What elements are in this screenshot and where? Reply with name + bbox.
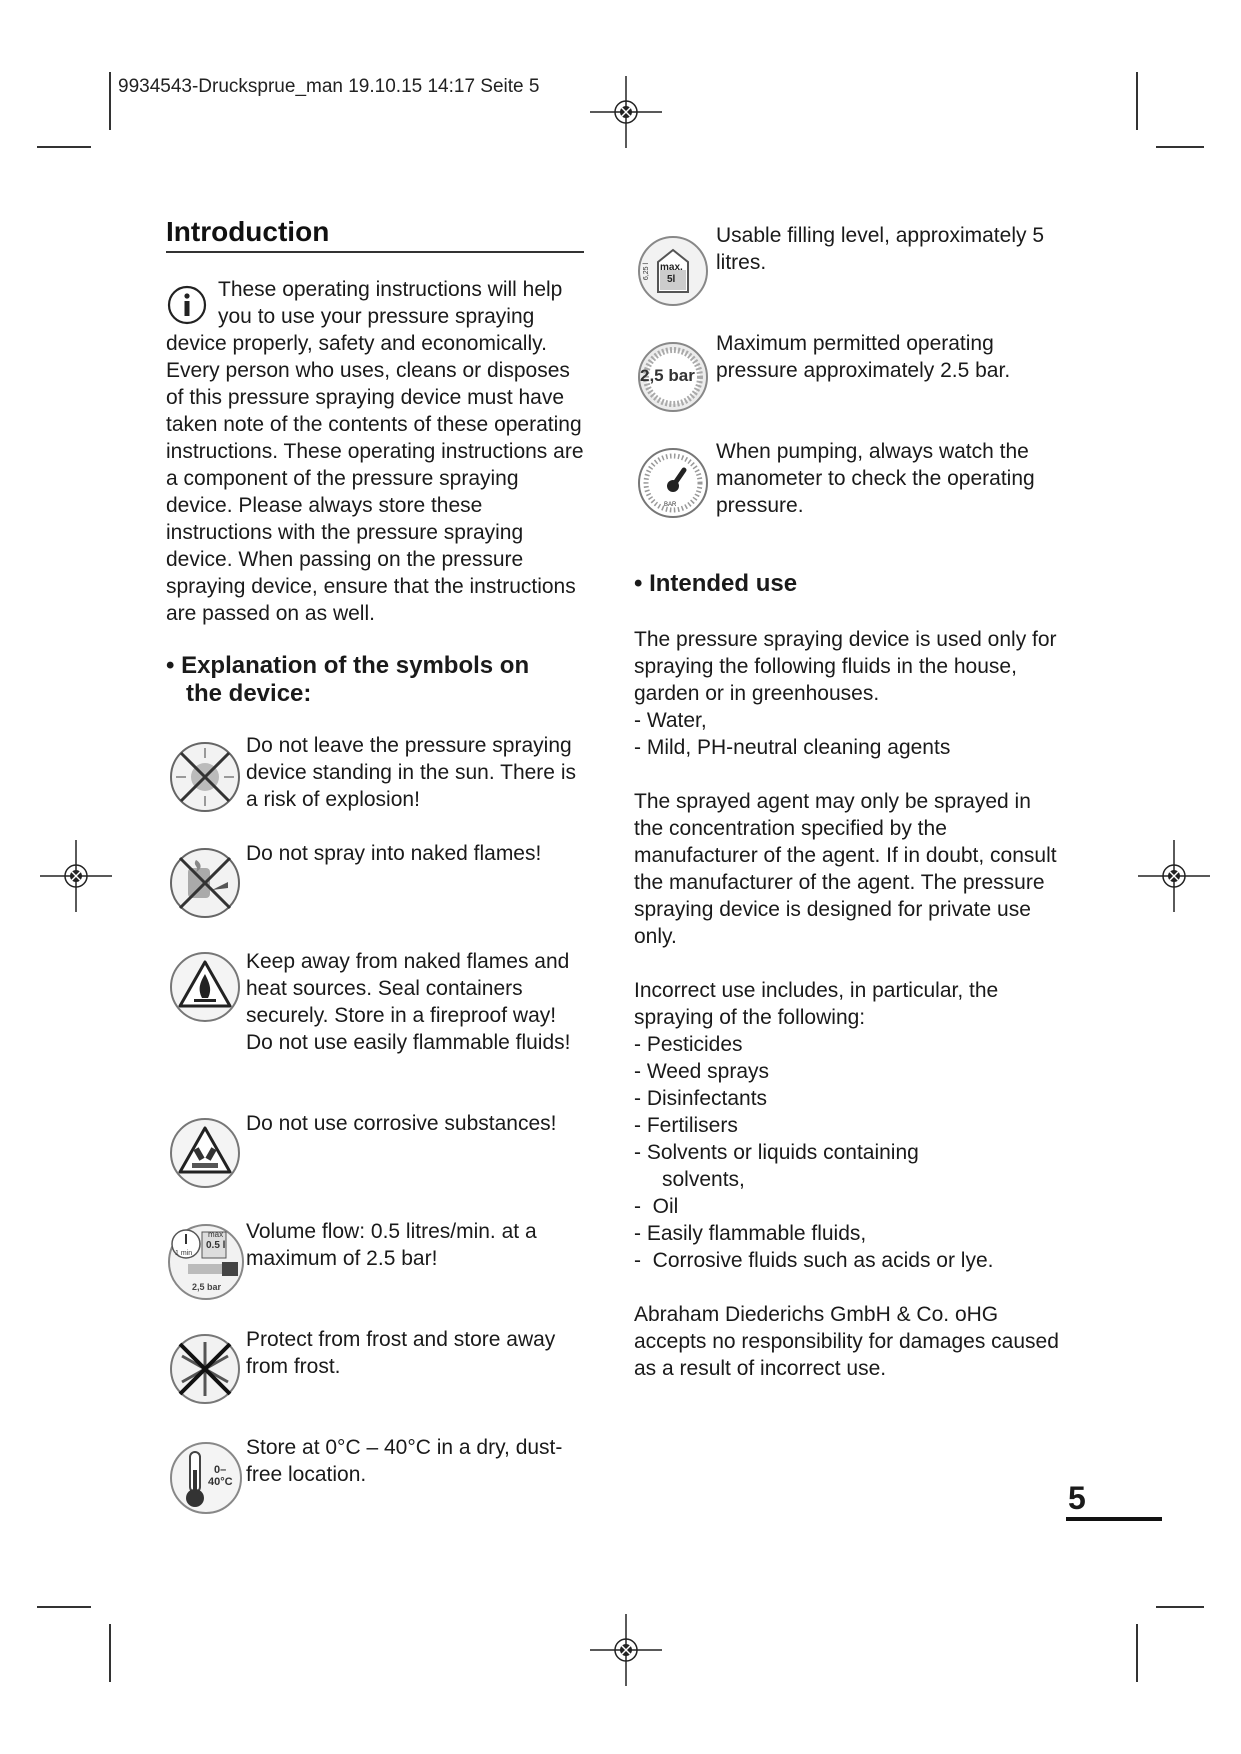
flammable-warning-icon <box>168 950 242 1024</box>
page-title: Introduction <box>166 216 330 247</box>
no-frost-icon <box>168 1332 242 1406</box>
symbol-text-temperature: Store at 0°C – 40°C in a dry, dust-free location. <box>246 1436 563 1486</box>
crop-mark-bl-v <box>109 1624 111 1682</box>
list-item: - Fertilisers <box>634 1114 738 1137</box>
registration-mark-left-icon <box>40 840 112 912</box>
symbol-text-flammable: Keep away from naked flames and heat sources. Seal containers securely. Store in a fireproof way! Do not use easily flammable fluids! <box>246 950 571 1054</box>
pressure-badge-icon <box>636 340 710 414</box>
thermometer-icon <box>168 1440 244 1516</box>
crop-mark-br-h <box>1156 1606 1204 1608</box>
list-item: - Pesticides <box>634 1033 743 1056</box>
flow-max-label: max <box>208 1230 224 1239</box>
crop-mark-tl-h <box>37 146 91 148</box>
intended-use-section <box>634 626 1064 1382</box>
manometer-bar-label: BAR <box>664 502 677 508</box>
symbol-text-no-flames: Do not spray into naked flames! <box>246 842 542 865</box>
title-rule <box>166 251 584 253</box>
symbol-text-fill-level: Usable filling level, approximately 5 litres. <box>716 224 1044 274</box>
symbol-text-sun: Do not leave the pressure spraying device standing in the sun. There is a risk of explosion! <box>246 734 576 811</box>
list-item: solvents, <box>662 1168 745 1191</box>
symbol-text-corrosive: Do not use corrosive substances! <box>246 1112 557 1135</box>
crop-mark-br-v <box>1136 1624 1138 1682</box>
flow-value-label: 0.5 l <box>206 1240 226 1251</box>
intro-paragraph: These operating instructions will help you to use your pressure spraying device properly, safety and economically. Every person who uses, cleans or disposes of this pressure spraying device must have taken note of the contents of these operating instructions. These operating instructions are a component of the pressure spraying device. Please always store these instructions with the pressure spraying device. When passing on the pressure spraying device, ensure that the instructions are passed on as well. <box>166 278 584 625</box>
flow-bar-label: 2,5 bar <box>192 1282 222 1292</box>
page-number: 5 <box>1068 1480 1086 1516</box>
list-item: - Easily flammable fluids, <box>634 1222 867 1245</box>
flow-time-label: 1 min <box>175 1250 193 1257</box>
registration-mark-right-icon <box>1138 840 1210 912</box>
list-item: - Solvents or liquids containing <box>634 1141 919 1164</box>
intended-use-paragraph: The pressure spraying device is used only for spraying the following fluids in the house, garden or in greenhouses. <box>634 628 1057 705</box>
symbol-text-manometer: When pumping, always watch the manometer to check the operating pressure. <box>716 440 1035 517</box>
thermo-label-1: 0– <box>214 1464 227 1476</box>
fill-side-label: 6,25 l <box>643 262 651 281</box>
crop-mark-tr-v <box>1136 72 1138 130</box>
pressure-badge-label: 2,5 bar <box>640 366 695 385</box>
list-item: - Corrosive fluids such as acids or lye. <box>634 1249 994 1272</box>
symbol-text-frost: Protect from frost and store away from frost. <box>246 1328 556 1378</box>
list-item: - Oil <box>634 1195 679 1218</box>
concentration-paragraph: The sprayed agent may only be sprayed in the concentration specified by the manufacturer of the agent. If in doubt, consult the manufacturer of the agent. The pressure spraying device is designed for private use only. <box>634 790 1057 948</box>
incorrect-use-intro: Incorrect use includes, in particular, the spraying of the following: <box>634 979 999 1029</box>
symbols-heading: • Explanation of the symbols on the device: <box>166 652 530 707</box>
print-slug: 9934543-Druckspruе_man 19.10.15 14:17 Seite 5 <box>118 76 540 97</box>
symbol-text-volume-flow: Volume flow: 0.5 litres/min. at a maximum of 2.5 bar! <box>246 1220 537 1270</box>
fill-level-icon <box>636 234 710 308</box>
manometer-icon <box>636 446 710 520</box>
thermo-label-2: 40°C <box>208 1476 233 1488</box>
fill-max-label: max. <box>660 262 683 273</box>
list-item: - Disinfectants <box>634 1087 768 1110</box>
registration-mark-bottom-icon <box>590 1614 662 1686</box>
registration-mark-top-icon <box>590 76 662 148</box>
list-item: - Water, <box>634 709 707 732</box>
list-item: - Weed sprays <box>634 1060 769 1083</box>
fill-value-label: 5l <box>667 274 676 285</box>
sun-prohibited-icon <box>168 740 242 814</box>
symbol-text-pressure: Maximum permitted operating pressure approximately 2.5 bar. <box>716 332 1011 382</box>
crop-mark-bl-h <box>37 1606 91 1608</box>
page-number-rule <box>1066 1517 1162 1521</box>
crop-mark-tl-v <box>109 72 111 130</box>
crop-mark-tr-h <box>1156 146 1204 148</box>
liability-paragraph: Abraham Diederichs GmbH & Co. oHG accepts no responsibility for damages caused as a result of incorrect use. <box>634 1303 1059 1380</box>
no-flames-spray-icon <box>168 846 242 920</box>
intended-use-heading: • Intended use <box>634 570 798 597</box>
list-item: - Mild, PH-neutral cleaning agents <box>634 736 951 759</box>
corrosive-warning-icon <box>168 1116 242 1190</box>
volume-flow-icon <box>166 1222 246 1302</box>
